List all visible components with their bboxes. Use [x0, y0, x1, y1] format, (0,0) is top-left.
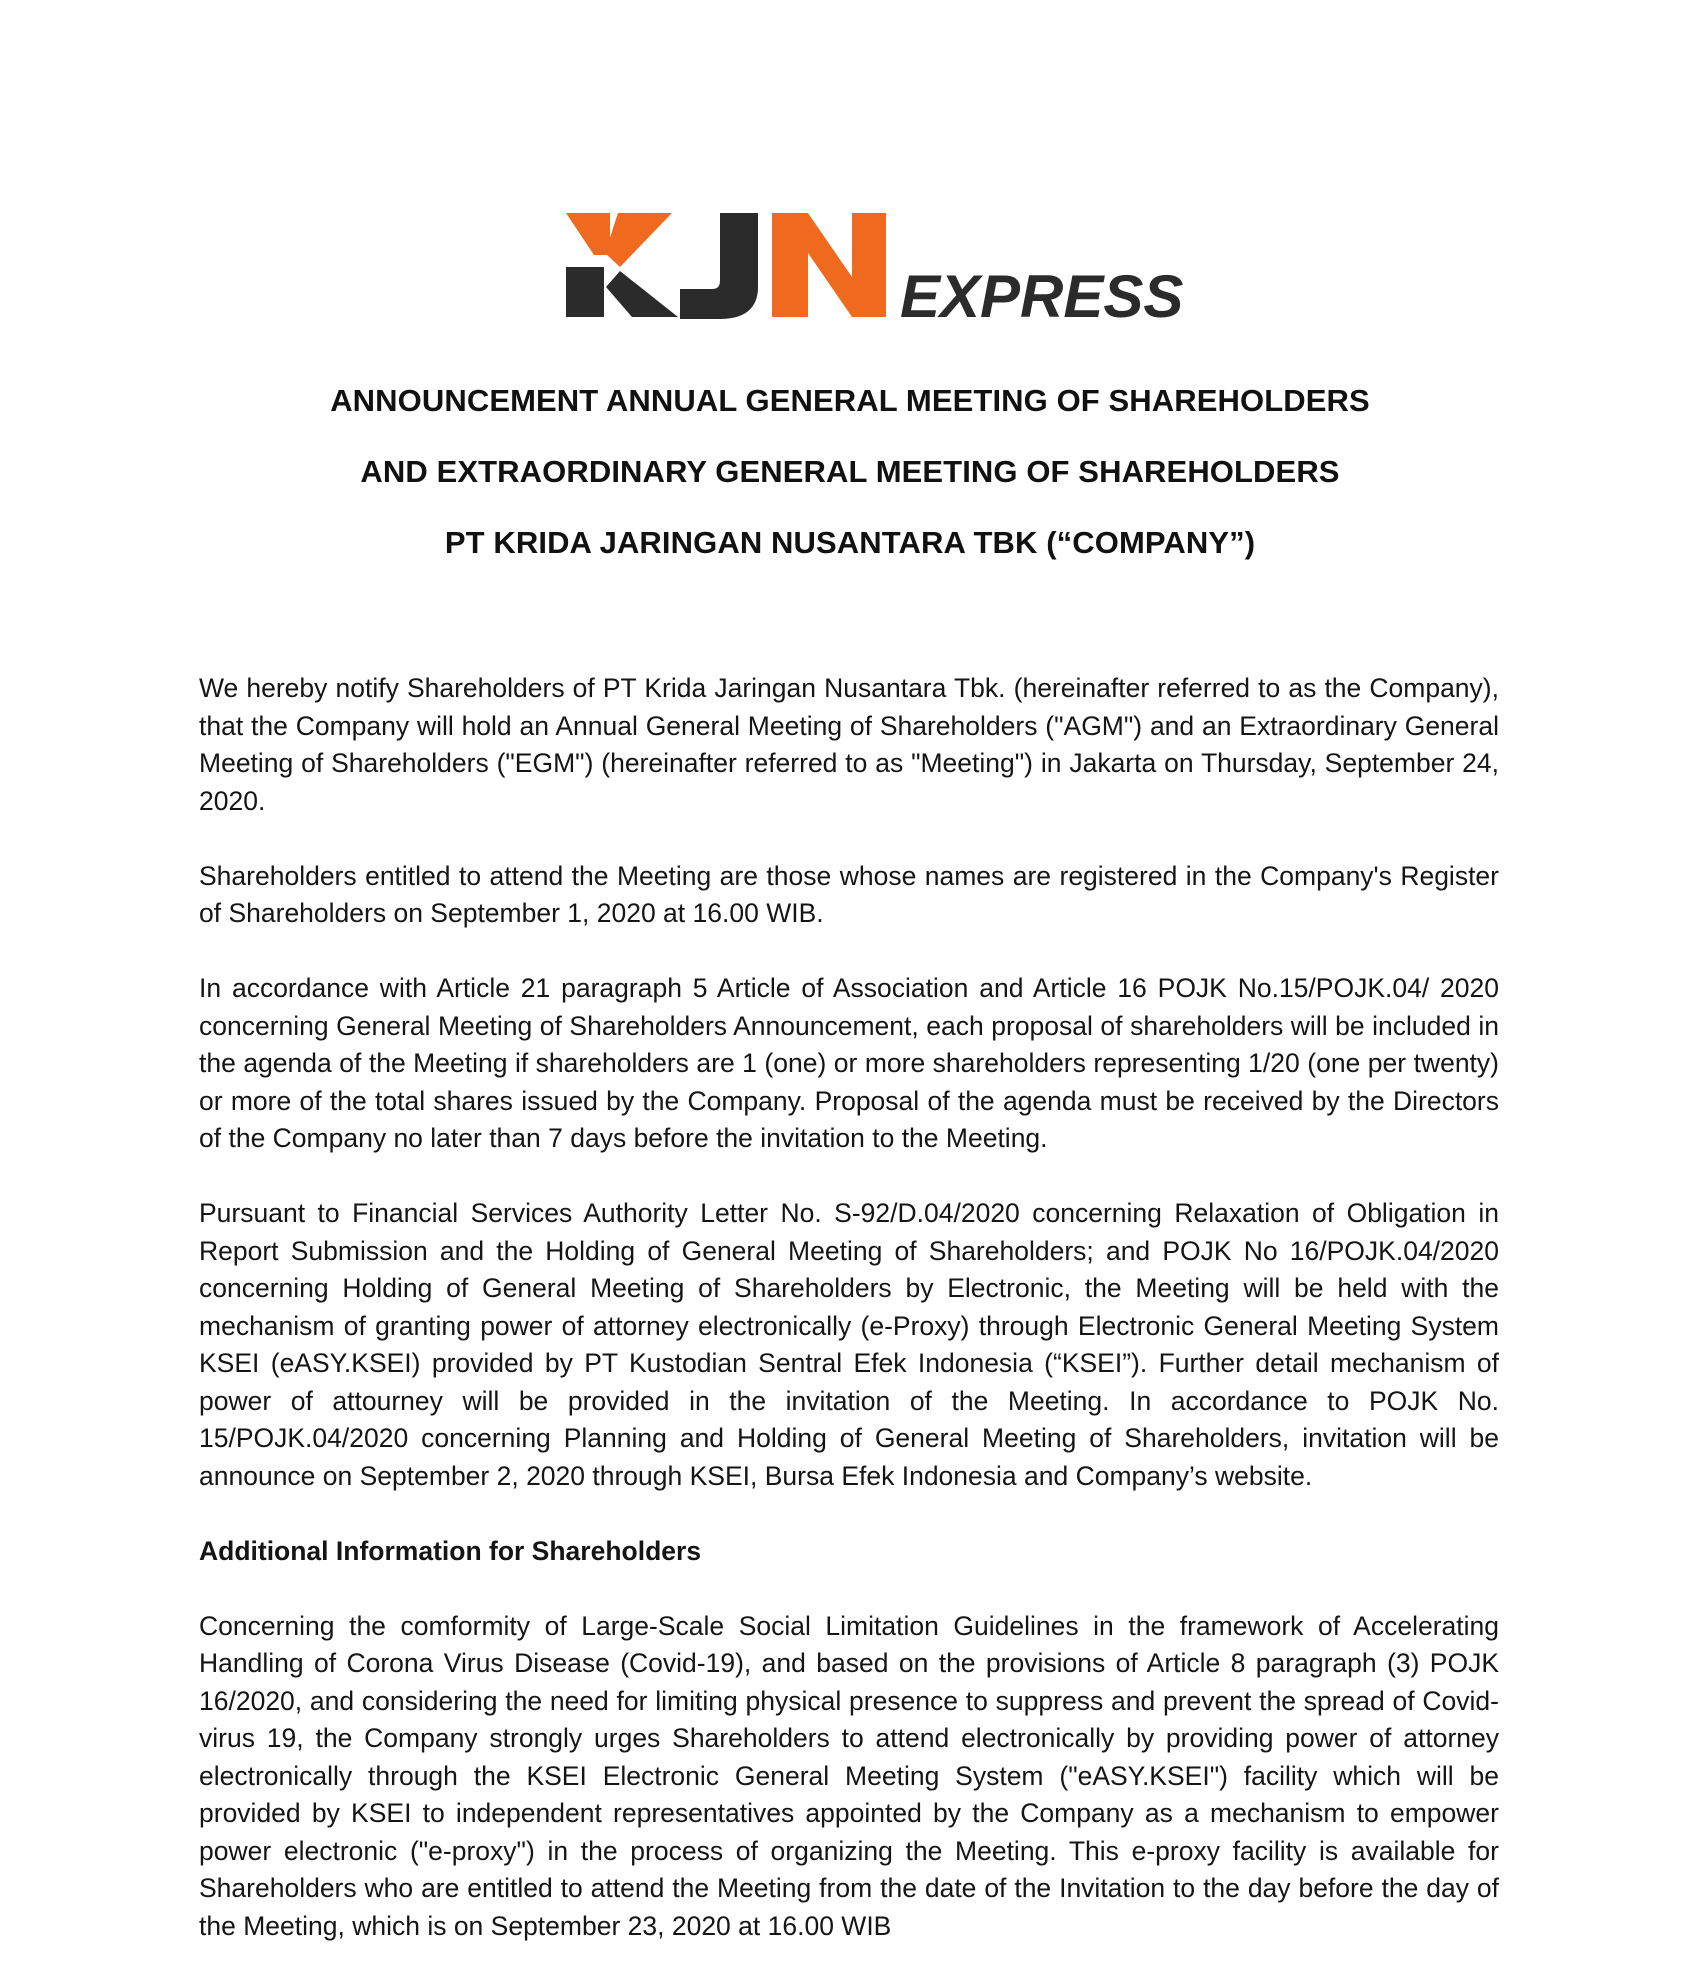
logo-n-letter [772, 213, 886, 317]
paragraph-agenda-proposal: In accordance with Article 21 paragraph 5 Article of Association and Article 16 POJK No.15/POJK.04/ 2020 concerning General Meeting of Shareholders Announcement, each proposal of shareholders will be included in the agenda of the Meeting if shareholders are 1 (one) or more shareholders representing 1/20 (one per twenty) or more of the total shares issued by the Company. Proposal of the agenda must be received by the Directors of the Company no later than 7 days before the invitation to the Meeting. [199, 973, 1499, 1153]
announcement-body [199, 670, 1499, 1945]
heading-additional-information: Additional Information for Shareholders [199, 1535, 702, 1566]
kjn-express-logo-graphic [560, 205, 1184, 335]
title-line-3: PT KRIDA JARINGAN NUSANTARA TBK (“COMPANY”) [444, 525, 1256, 560]
paragraph-e-proxy-mechanism: Pursuant to Financial Services Authority Letter No. S-92/D.04/2020 concerning Relaxation of Obligation in Report Submission and the Holding of General Meeting of Shareholders; and POJK No 16/POJK.04/2020 concerning Holding of General Meeting of Shareholders by Electronic, the Meeting will be held with the mechanism of granting power of attorney electronically (e-Proxy) through Electronic General Meeting System KSEI (eASY.KSEI) provided by PT Kustodian Sentral Efek Indonesia (“KSEI”). Further detail mechanism of power of attourney will be provided in the invitation of the Meeting. In accordance to POJK No. 15/POJK.04/2020 concerning Planning and Holding of General Meeting of Shareholders, invitation will be announce on September 2, 2020 through KSEI, Bursa Efek Indonesia and Company’s website. [199, 1198, 1499, 1491]
logo-express-text: EXPRESS [900, 263, 1184, 330]
logo-k-lower-stem [566, 267, 604, 317]
paragraph-entitled-shareholders: Shareholders entitled to attend the Meeting are those whose names are registered in the Company's Register of Shareholders on September 1, 2020 at 16.00 WIB. [199, 860, 1499, 928]
announcement-title-block [0, 382, 1700, 595]
title-line-1: ANNOUNCEMENT ANNUAL GENERAL MEETING OF SHAREHOLDERS [330, 383, 1370, 418]
logo-k-upper-diagonal [605, 213, 672, 267]
logo-k-upper-arm [566, 213, 610, 255]
logo-k-lower-diagonal [606, 271, 678, 317]
paragraph-meeting-notice: We hereby notify Shareholders of PT Krida Jaringan Nusantara Tbk. (hereinafter referred to as the Company), that the Company will hold an Annual General Meeting of Shareholders ("AGM") and an Extraordinary General Meeting of Shareholders ("EGM") (hereinafter referred to as "Meeting") in Jakarta on Thursday, September 24, 2020. [199, 673, 1499, 816]
company-logo [560, 205, 1184, 335]
paragraph-covid-guidelines: Concerning the comformity of Large-Scale Social Limitation Guidelines in the framework of Accelerating Handling of Corona Virus Disease (Covid-19), and based on the provisions of Article 8 paragraph (3) POJK 16/2020, and considering the need for limiting physical presence to suppress and prevent the spread of Covid-virus 19, the Company strongly urges Shareholders to attend electronically by providing power of attorney electronically through the KSEI Electronic General Meeting System ("eASY.KSEI") facility which will be provided by KSEI to independent representatives appointed by the Company as a mechanism to empower power electronic ("e-proxy") in the process of organizing the Meeting. This e-proxy facility is available for Shareholders who are entitled to attend the Meeting from the date of the Invitation to the day before the day of the Meeting, which is on September 23, 2020 at 16.00 WIB [199, 1610, 1499, 1941]
title-line-2: AND EXTRAORDINARY GENERAL MEETING OF SHAREHOLDERS [360, 454, 1340, 489]
logo-j-letter [680, 213, 758, 319]
